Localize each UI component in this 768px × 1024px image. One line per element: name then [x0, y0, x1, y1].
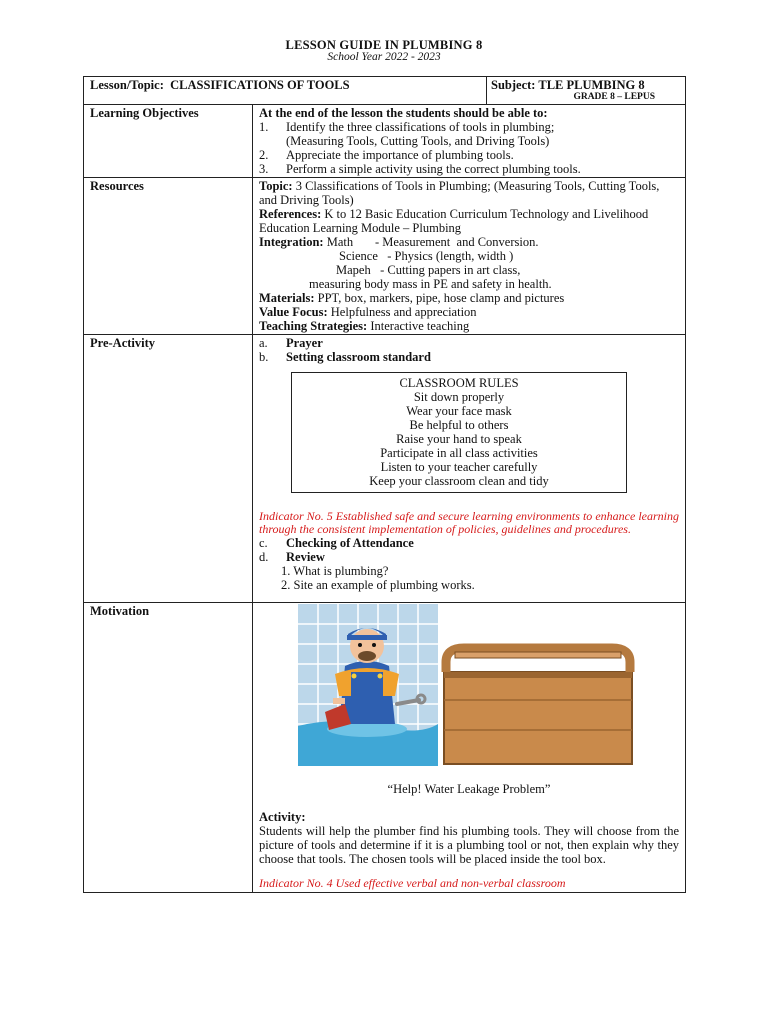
- attendance-item: c. Checking of Attendance: [259, 536, 414, 550]
- rule-item: Wear your face mask: [406, 404, 512, 418]
- objective-item: 2. Appreciate the importance of plumbing tools.: [259, 148, 514, 162]
- pre-activity-label: Pre-Activity: [84, 335, 253, 603]
- topic-line: Topic: 3 Classifications of Tools in Plumbing; (Measuring Tools, Cutting Tools, and Driving Tools): [259, 179, 660, 207]
- rule-item: Keep your classroom clean and tidy: [369, 474, 549, 488]
- lesson-topic-value: CLASSIFICATIONS OF TOOLS: [170, 78, 350, 92]
- rule-item: Participate in all class activities: [380, 446, 538, 460]
- motivation-cell: [253, 603, 686, 893]
- motivation-row: [84, 603, 686, 893]
- lesson-topic-cell: [84, 77, 487, 105]
- resources-row: [84, 178, 686, 335]
- pre-activity-row: [84, 335, 686, 603]
- lesson-guide-table: [83, 76, 686, 893]
- review-question: 1. What is plumbing?: [281, 564, 389, 578]
- lesson-topic-label: Lesson/Topic:: [90, 78, 164, 92]
- classroom-standard-item: b. Setting classroom standard: [259, 350, 431, 364]
- motivation-label: Motivation: [84, 603, 253, 893]
- indicator-5-note: Indicator No. 5 Established safe and secure learning environments to enhance learning through the consistent implementation of policies, guidelines and procedures.: [259, 509, 679, 536]
- motivation-pictures: [259, 604, 679, 776]
- indicator-4-note: Indicator No. 4 Used effective verbal and non-verbal classroom: [259, 877, 566, 890]
- references-line: References: K to 12 Basic Education Curriculum Technology and Livelihood Education Learning Module – Plumbing: [259, 207, 649, 235]
- toolbox-image: [444, 648, 632, 764]
- subject-cell: [487, 77, 686, 105]
- integration-line: Integration: Math - Measurement and Conversion.: [259, 235, 539, 249]
- integration-mapeh: Mapeh - Cutting papers in art class,: [336, 263, 521, 277]
- rules-title: CLASSROOM RULES: [399, 376, 519, 390]
- activity-text: Students will help the plumber find his plumbing tools. They will choose from the picture of tools and determine if it is a plumbing tool or not, then explain why they choose that tools. The chosen tools will be placed inside the tool box.: [259, 824, 679, 866]
- objective-item: 1. Identify the three classifications of tools in plumbing;: [259, 120, 555, 134]
- document-title: LESSON GUIDE IN PLUMBING 8: [285, 38, 483, 52]
- objective-item: 3. Perform a simple activity using the correct plumbing tools.: [259, 162, 581, 176]
- school-year: School Year 2022 - 2023: [327, 51, 441, 63]
- plumber-image: [298, 604, 438, 766]
- objectives-row: [84, 105, 686, 178]
- strategies-line: Teaching Strategies: Interactive teaching: [259, 319, 470, 333]
- review-item: d. Review: [259, 550, 325, 564]
- rule-item: Listen to your teacher carefully: [380, 460, 538, 474]
- pre-activity-cell: [253, 335, 686, 603]
- resources-cell: [253, 178, 686, 335]
- materials-line: Materials: PPT, box, markers, pipe, hose clamp and pictures: [259, 291, 565, 305]
- rule-item: Raise your hand to speak: [396, 432, 522, 446]
- rule-item: Sit down properly: [413, 390, 505, 404]
- motivation-illustration: [259, 604, 679, 776]
- subject-value: TLE PLUMBING 8: [538, 78, 645, 92]
- value-focus-line: Value Focus: Helpfulness and appreciation: [259, 305, 477, 319]
- activity-label: Activity:: [259, 810, 306, 824]
- objectives-cell: [253, 105, 686, 178]
- integration-science: Science - Physics (length, width ): [339, 249, 514, 263]
- motivation-caption: “Help! Water Leakage Problem”: [387, 782, 551, 796]
- objective-item: (Measuring Tools, Cutting Tools, and Driving Tools): [286, 134, 550, 148]
- grade-section: GRADE 8 – LEPUS: [573, 92, 655, 102]
- rule-item: Be helpful to others: [409, 418, 509, 432]
- integration-mapeh-cont: measuring body mass in PE and safety in health.: [309, 277, 552, 291]
- prayer-item: a. Prayer: [259, 336, 323, 350]
- subject-label: Subject:: [491, 78, 536, 92]
- objectives-intro: At the end of the lesson the students should be able to:: [259, 106, 548, 120]
- objectives-label: Learning Objectives: [84, 105, 253, 178]
- classroom-rules-box: [291, 372, 627, 493]
- lesson-topic-row: [84, 77, 686, 105]
- resources-label: Resources: [84, 178, 253, 335]
- objectives-list: [259, 120, 679, 176]
- review-question: 2. Site an example of plumbing works.: [281, 578, 475, 592]
